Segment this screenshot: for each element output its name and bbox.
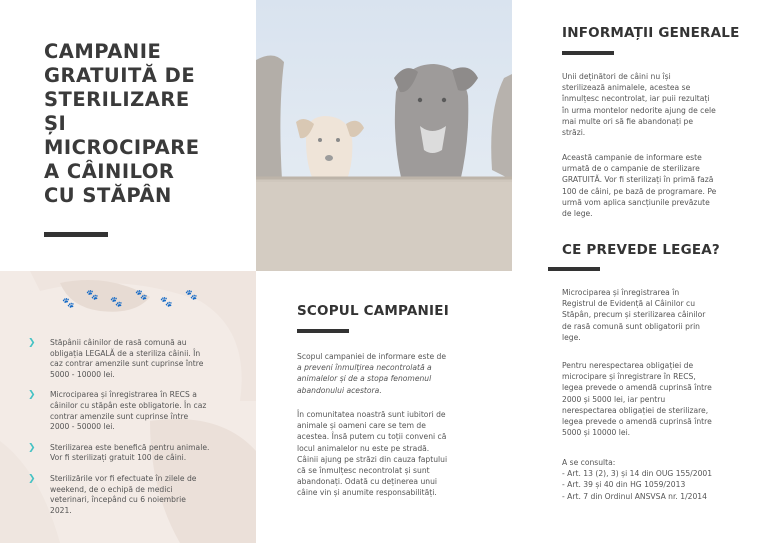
section-heading: SCOPUL CAMPANIEI — [297, 303, 449, 319]
title-line: CU STĂPÂN — [44, 184, 172, 207]
law-paragraph-2: Pentru nerespectarea obligației de microcipare și înregistrare în RECS, legea prevede o amendă cuprinsă între 2000 și 5000 lei, iar pentru nerespectarea obligației de sterilizare, legea prevede o amendă cuprinsă între 5000 și 10000 lei. — [562, 361, 712, 438]
paw-icon: 🐾 — [110, 297, 123, 308]
dogs-photo-illustration — [256, 0, 512, 271]
scope-section — [256, 271, 512, 543]
chevron-right-icon: ❯ — [28, 390, 36, 401]
title-line: STERILIZARE — [44, 88, 190, 111]
list-item: ❯ Stăpânii câinilor de rasă comună au obligația LEGALĂ de a steriliza câinii. În caz contrar amenzile sunt cuprinse între 5000 - 10000 lei. — [28, 338, 204, 379]
list-item: ❯ Sterilizarea este benefică pentru animale. Vor fi sterilizați gratuit 100 de câini. — [28, 442, 210, 463]
law-paragraph-1: Microciparea și înregistrarea în Registrul de Evidență al Câinilor cu Stăpân, precum și sterilizarea câinilor de rasă comună sunt obligatorii prin lege. — [562, 288, 706, 342]
page-title — [44, 40, 244, 208]
title-line: MICROCIPARE — [44, 136, 200, 159]
law-references: A se consulta: - Art. 13 (2), 3) și 14 din OUG 155/2001 - Art. 39 și 40 din HG 1059/2013 - Art. 7 din Ordinul ANSVSA nr. 1/2014 — [562, 458, 713, 501]
chevron-right-icon: ❯ — [28, 338, 36, 348]
title-line: ȘI — [44, 112, 67, 135]
paw-icon: 🐾 — [185, 290, 198, 301]
title-line: CAMPANIE — [44, 40, 162, 63]
scope-paragraph-2: În comunitatea noastră sunt iubitori de animale și oameni care se tem de acestea. Însă putem cu toții conveni că locul animalelor nu este pe stradă. Câinii ajung pe străzi din cauza faptului că se înmulțesc necontrolat și sunt abandonați. Odată cu deținerea unui câine vin și anumite responsabilități. — [297, 410, 448, 498]
paw-icon: 🐾 — [135, 290, 148, 301]
general-paragraph-1: Unii deținători de câini nu își sterilizează animalele, acestea se înmulțesc necontrolat, iar puii rezultați în urma montelor nedorite ajung de cele mai multe ori să fie abandonați pe străzi. — [562, 72, 716, 138]
scope-paragraph-1: Scopul campaniei de informare este de a preveni înmulțirea necontrolată a animalelor și de a stopa fenomenul abandonului acestora. — [297, 352, 447, 395]
section-divider — [297, 329, 349, 333]
dogs-photo — [256, 0, 512, 271]
list-item: ❯ Sterilizările vor fi efectuate în zilele de weekend, de o echipă de medici veterinari, începând cu 6 noiembrie 2021. — [28, 473, 197, 515]
section-divider — [548, 267, 600, 271]
key-facts-list — [28, 338, 236, 526]
title-panel — [0, 0, 256, 271]
right-column — [512, 0, 768, 543]
title-divider — [44, 232, 108, 237]
paw-icon: 🐾 — [62, 298, 75, 309]
chevron-right-icon: ❯ — [28, 442, 36, 453]
general-info-heading: INFORMAȚII GENERALE — [562, 25, 740, 41]
title-line: GRATUITĂ DE — [44, 64, 196, 87]
chevron-right-icon: ❯ — [28, 473, 36, 484]
title-line: A CÂINILOR — [44, 160, 175, 183]
law-heading: CE PREVEDE LEGEA? — [562, 242, 720, 258]
list-item: ❯ Microciparea și înregistrarea în RECS a câinilor cu stăpân este obligatorie. În caz contrar amenzile sunt cuprinse între 2000 - 50000 lei. — [28, 390, 207, 432]
paw-icon: 🐾 — [86, 290, 99, 301]
paw-icon: 🐾 — [160, 297, 173, 308]
section-divider — [562, 51, 614, 55]
general-paragraph-2: Această campanie de informare este urmată de o campanie de sterilizare GRATUITĂ. Vor fi sterilizați în primă fază 100 de câini, pe bază de programare. Pe urmă vom aplica sancțiunile prevăzute de lege. — [562, 153, 717, 219]
